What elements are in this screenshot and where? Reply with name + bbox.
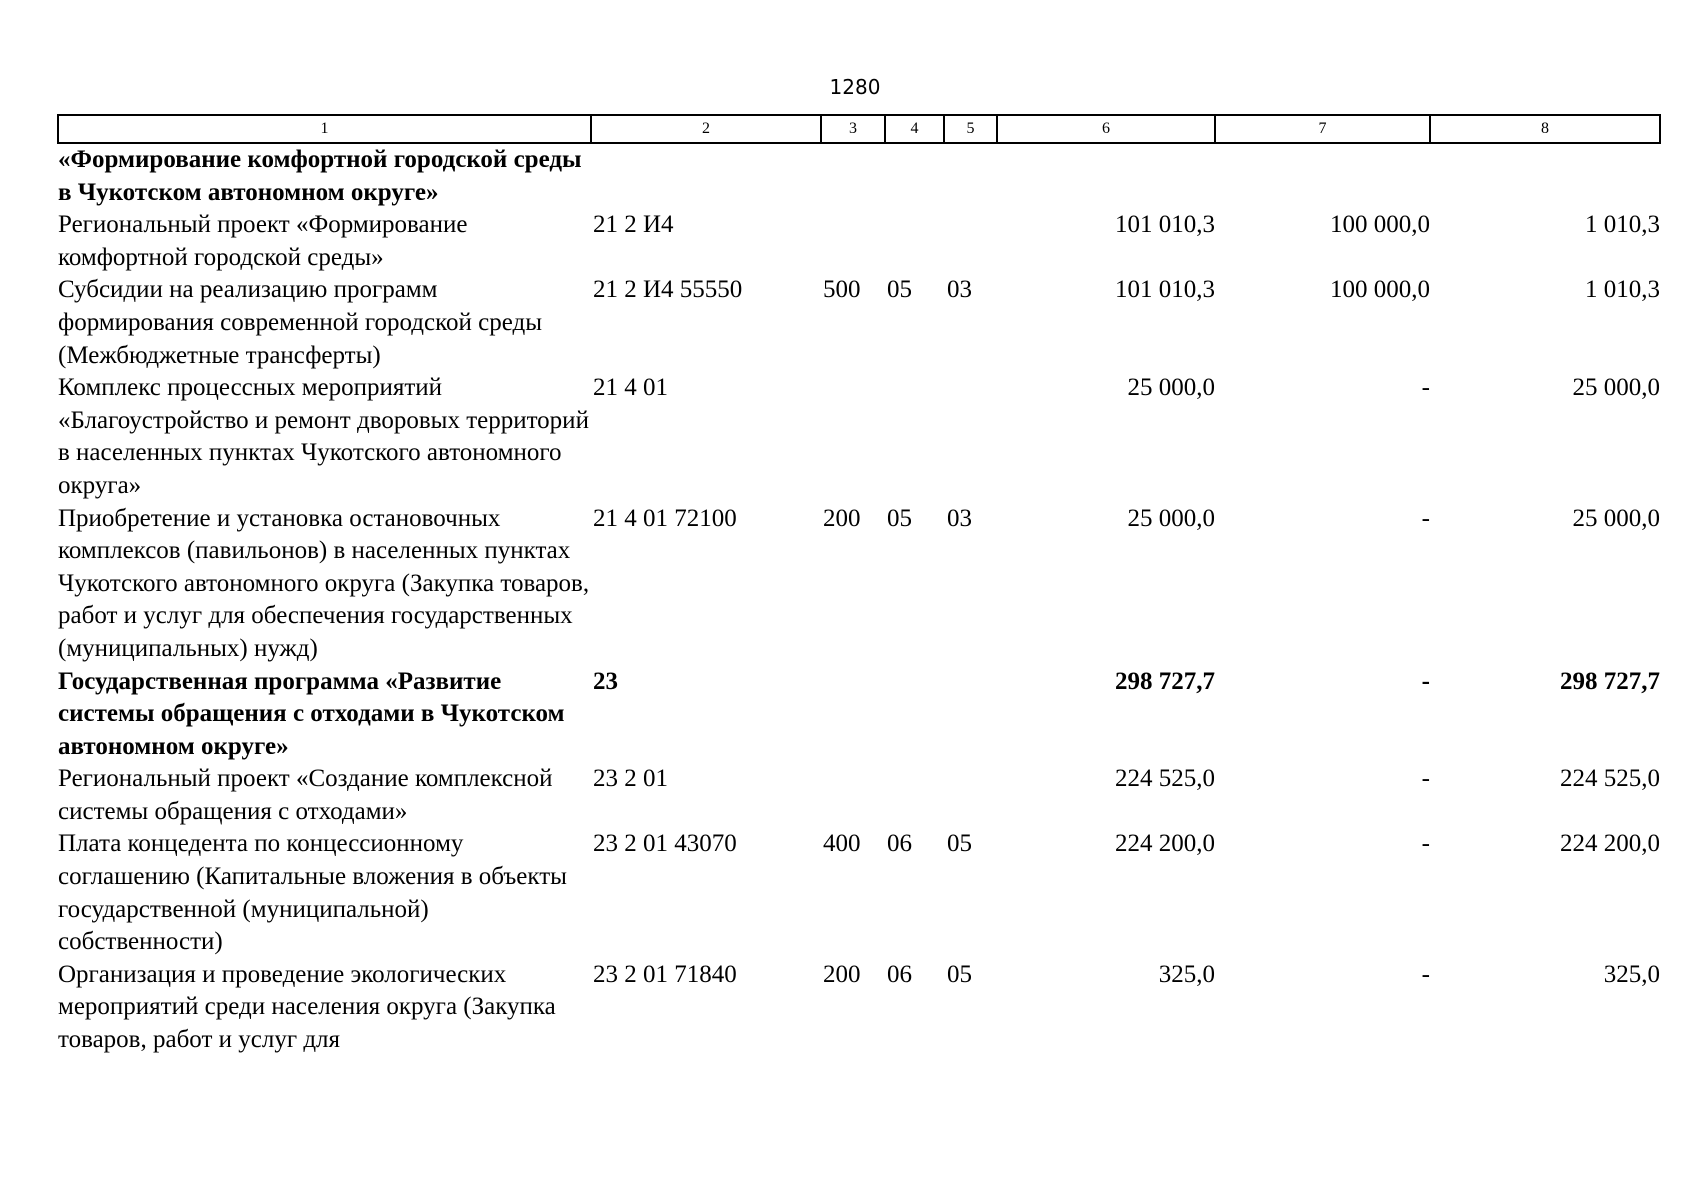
row-code: 23 2 01 43070 xyxy=(593,830,737,858)
page-number: 1280 xyxy=(829,75,881,99)
row-col-7: - xyxy=(1421,504,1430,532)
row-col-3: 200 xyxy=(823,960,861,988)
row-col-3 xyxy=(821,372,885,502)
row-col-6: 224 200,0 xyxy=(1115,830,1215,858)
table-row xyxy=(58,763,1660,828)
col-header-5: 5 xyxy=(944,115,997,143)
table-row xyxy=(58,666,1660,764)
row-name: Региональный проект «Создание комплексной системы обращения с отходами» xyxy=(58,765,553,825)
row-code: 21 2 И4 55550 xyxy=(593,276,743,304)
row-col-5 xyxy=(944,143,997,209)
table-row xyxy=(58,828,1660,958)
row-col-3 xyxy=(821,209,885,274)
col-header-4: 4 xyxy=(885,115,944,143)
row-name: Субсидии на реализацию программ формирования современной городской среды (Межбюджетные трансферты) xyxy=(58,276,543,369)
row-code: 21 4 01 xyxy=(593,374,668,402)
row-col-4 xyxy=(885,209,944,274)
row-col-3: 500 xyxy=(823,276,861,304)
col-header-1: 1 xyxy=(58,115,591,143)
row-col-8: 25 000,0 xyxy=(1572,504,1660,532)
row-col-5: 03 xyxy=(947,276,972,304)
row-code xyxy=(591,143,821,209)
col-header-3: 3 xyxy=(821,115,885,143)
row-col-4: 05 xyxy=(887,276,912,304)
row-col-4 xyxy=(885,763,944,828)
row-col-6 xyxy=(997,143,1215,209)
row-code: 23 xyxy=(593,667,618,695)
row-code: 23 2 01 xyxy=(593,765,668,793)
row-col-4 xyxy=(885,143,944,209)
row-col-5 xyxy=(944,372,997,502)
row-col-8: 25 000,0 xyxy=(1572,374,1660,402)
row-col-8: 298 727,7 xyxy=(1560,667,1660,695)
row-col-6: 325,0 xyxy=(1158,960,1215,988)
row-name: «Формирование комфортной городской среды в Чукотском автономном округе» xyxy=(58,146,582,206)
row-col-7: 100 000,0 xyxy=(1330,276,1430,304)
row-col-7: - xyxy=(1421,830,1430,858)
row-col-3 xyxy=(821,143,885,209)
col-header-8: 8 xyxy=(1430,115,1660,143)
row-col-4: 06 xyxy=(887,960,912,988)
row-col-5 xyxy=(944,763,997,828)
row-col-3 xyxy=(821,666,885,764)
row-col-8: 325,0 xyxy=(1603,960,1660,988)
row-code: 21 4 01 72100 xyxy=(593,504,737,532)
row-col-6: 25 000,0 xyxy=(1127,504,1215,532)
row-name: Региональный проект «Формирование комфортной городской среды» xyxy=(58,211,468,271)
table-row xyxy=(58,372,1660,502)
col-header-2: 2 xyxy=(591,115,821,143)
row-col-5 xyxy=(944,209,997,274)
row-name: Организация и проведение экологических мероприятий среди населения округа (Закупка товаров, работ и услуг для xyxy=(58,960,556,1054)
row-col-7: - xyxy=(1421,960,1430,988)
header-row xyxy=(58,115,1660,143)
row-name: Приобретение и установка остановочных комплексов (павильонов) в населенных пунктах Чукотского автономного округа (Закупка товаров, работ и услуг для обеспечения государственных (муниципальных) нужд) xyxy=(58,504,590,662)
budget-table xyxy=(57,114,1661,1057)
table-row xyxy=(58,143,1660,209)
row-col-3: 200 xyxy=(823,504,861,532)
row-name: Плата концедента по концессионному соглашению (Капитальные вложения в объекты государственной (муниципальной) собственности) xyxy=(58,830,567,956)
row-col-7: - xyxy=(1421,667,1430,695)
row-col-7: - xyxy=(1421,765,1430,793)
row-col-7: - xyxy=(1421,374,1430,402)
row-col-4: 06 xyxy=(887,830,912,858)
row-col-6: 298 727,7 xyxy=(1115,667,1215,695)
row-col-6: 25 000,0 xyxy=(1127,374,1215,402)
row-col-4: 05 xyxy=(887,504,912,532)
row-col-5: 03 xyxy=(947,504,972,532)
row-col-5: 05 xyxy=(947,960,972,988)
row-code: 23 2 01 71840 xyxy=(593,960,737,988)
row-col-4 xyxy=(885,666,944,764)
row-col-8: 224 525,0 xyxy=(1560,765,1660,793)
row-col-6: 101 010,3 xyxy=(1115,276,1215,304)
row-col-8 xyxy=(1430,143,1660,209)
row-col-5: 05 xyxy=(947,830,972,858)
row-name: Государственная программа «Развитие системы обращения с отходами в Чукотском автономном округе» xyxy=(58,667,565,760)
col-header-7: 7 xyxy=(1215,115,1430,143)
row-col-7 xyxy=(1215,143,1430,209)
table-row xyxy=(58,209,1660,274)
row-col-5 xyxy=(944,666,997,764)
row-col-4 xyxy=(885,372,944,502)
row-col-8: 224 200,0 xyxy=(1560,830,1660,858)
row-col-3: 400 xyxy=(823,830,861,858)
col-header-6: 6 xyxy=(997,115,1215,143)
row-col-7: 100 000,0 xyxy=(1330,211,1430,239)
row-col-6: 224 525,0 xyxy=(1115,765,1215,793)
row-code: 21 2 И4 xyxy=(593,211,674,239)
table-row xyxy=(58,503,1660,666)
table-row xyxy=(58,959,1660,1057)
row-col-8: 1 010,3 xyxy=(1585,276,1660,304)
table-row xyxy=(58,274,1660,372)
row-name: Комплекс процессных мероприятий «Благоустройство и ремонт дворовых территорий в населенных пунктах Чукотского автономного округа» xyxy=(58,374,589,499)
row-col-6: 101 010,3 xyxy=(1115,211,1215,239)
row-col-3 xyxy=(821,763,885,828)
row-col-8: 1 010,3 xyxy=(1585,211,1660,239)
